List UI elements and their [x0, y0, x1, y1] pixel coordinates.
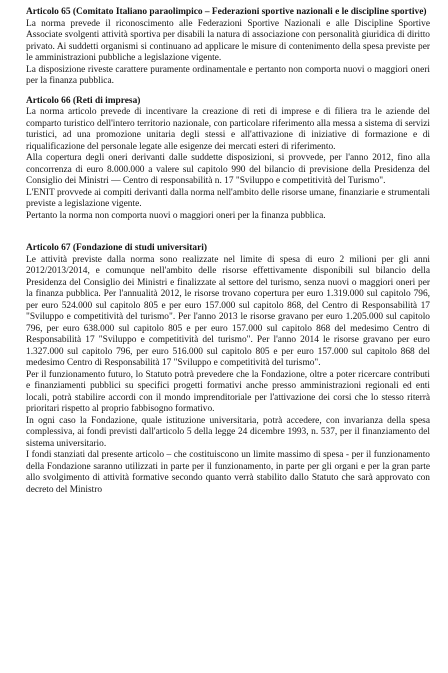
- section-spacer: [26, 222, 430, 243]
- article-67-heading: Articolo 67 (Fondazione di studi universitari): [26, 243, 207, 253]
- article-66-paragraph-3: L'ENIT provvede ai compiti derivanti dalla norma nell'ambito delle risorse umane, finanziarie e strumentali previste a legislazione vigente.: [26, 187, 430, 209]
- article-65-heading: Articolo 65 (Comitato Italiano paraolimpico – Federazioni sportive nazionali e le discipline sportive): [26, 7, 427, 17]
- article-66-paragraph-4: Pertanto la norma non comporta nuovi o maggiori oneri per la finanza pubblica.: [26, 210, 326, 221]
- article-67-paragraph-3: In ogni caso la Fondazione, quale istituzione universitaria, potrà accedere, con invarianza della spesa complessiva, ai fondi previsti dall'articolo 5 della legge 24 dicembre 1993, n. 537, per il finanziamento del sistema universitario.: [26, 415, 430, 449]
- article-67-paragraph-2: Per il funzionamento futuro, lo Statuto potrà prevedere che la Fondazione, oltre a poter ricercare contributi e finanziamenti pubblici su specifici progetti formativi anche presso amministrazioni regionali ed enti locali, potrà stabilire accordi con il mondo imprenditoriale per l'attivazione dei corsi che lo stesso riterrà prioritari rispetto al proprio fabbisogno formativo.: [26, 369, 430, 414]
- article-65-paragraph-2: La disposizione riveste carattere puramente ordinamentale e pertanto non comporta nuovi o maggiori oneri per la finanza pubblica.: [26, 64, 430, 86]
- article-67-paragraph-4: I fondi stanziati dal presente articolo – che costituiscono un limite massimo di spesa - per il funzionamento della Fondazione saranno utilizzati in parte per il funzionamento, in parte per gli organi e per la gran parte allo svolgimento di attività formative secondo quanto verrà stabilito dallo Statuto che sarà approvato con decreto del Ministro: [26, 450, 430, 495]
- article-66-paragraph-1: La norma articolo prevede di incentivare la creazione di reti di imprese e di filiera tra le aziende del comparto turistico dell'intero territorio nazionale, con particolare riferimento alla messa a sistema di servizi turistici, ad una promozione unitaria degli stessi e all'attivazione di iniziative di formazione e di riqualificazione del personale legate alle esigenze dei mercati esteri di riferimento.: [26, 107, 430, 152]
- article-67: [26, 243, 430, 496]
- article-66: [26, 96, 430, 223]
- article-66-paragraph-2: Alla copertura degli oneri derivanti dalle suddette disposizioni, si provvede, per l'anno 2012, fino alla concorrenza di euro 8.000.000 a valere sul capitolo 990 del bilancio di previsione della Presidenza del Consiglio dei Ministri — Centro di responsabilità n. 17 "Sviluppo e competitività del Turismo".: [26, 153, 430, 186]
- article-65-paragraph-1: La norma prevede il riconoscimento alle Federazioni Sportive Nazionali e alle Discipline Sportive Associate svolgenti attività sportiva per disabili la natura di associazione con personalità giuridica di diritto privato. Ai suddetti organismi si continuano ad applicare le misure di contenimento della spesa previste per le amministrazioni pubbliche a legislazione vigente.: [26, 18, 430, 63]
- section-spacer: [26, 88, 430, 96]
- document-page: [26, 7, 430, 496]
- article-67-paragraph-1: Le attività previste dalla norma sono realizzate nel limite di spesa di euro 2 milioni per gli anni 2012/2013/2014, e comunque nell'ambito delle risorse effettivamente disponibili sul bilancio della Presidenza del Consiglio dei Ministri e finalizzate al settore del turismo, senza nuovi o maggiori oneri per la finanza pubblica. Per l'annualità 2012, le risorse trovano copertura per euro 1.319.000 sul capitolo 796, per euro 524.000 sul capitolo 805 e per euro 157.000 sul capitolo 868, del Centro di Responsabilità 17 "Sviluppo e competitività del turismo". Per l'anno 2013 le risorse gravano per euro 1.205.000 sul capitolo 796, per euro 638.000 sul capitolo 805 e per euro 157.000 sul capitolo 868 del medesimo Centro di Responsabilità 17 "Sviluppo e competitività del turismo". Per l'anno 2014 le risorse gravano per euro 1.327.000 sul capitolo 796, per euro 516.000 sul capitolo 805 e per euro 157.000 sul capitolo 868 del medesimo Centro di Responsabilità 17 "Sviluppo e competitività del turismo".: [26, 254, 430, 368]
- article-66-heading: Articolo 66 (Reti di impresa): [26, 95, 141, 106]
- article-65: [26, 7, 430, 88]
